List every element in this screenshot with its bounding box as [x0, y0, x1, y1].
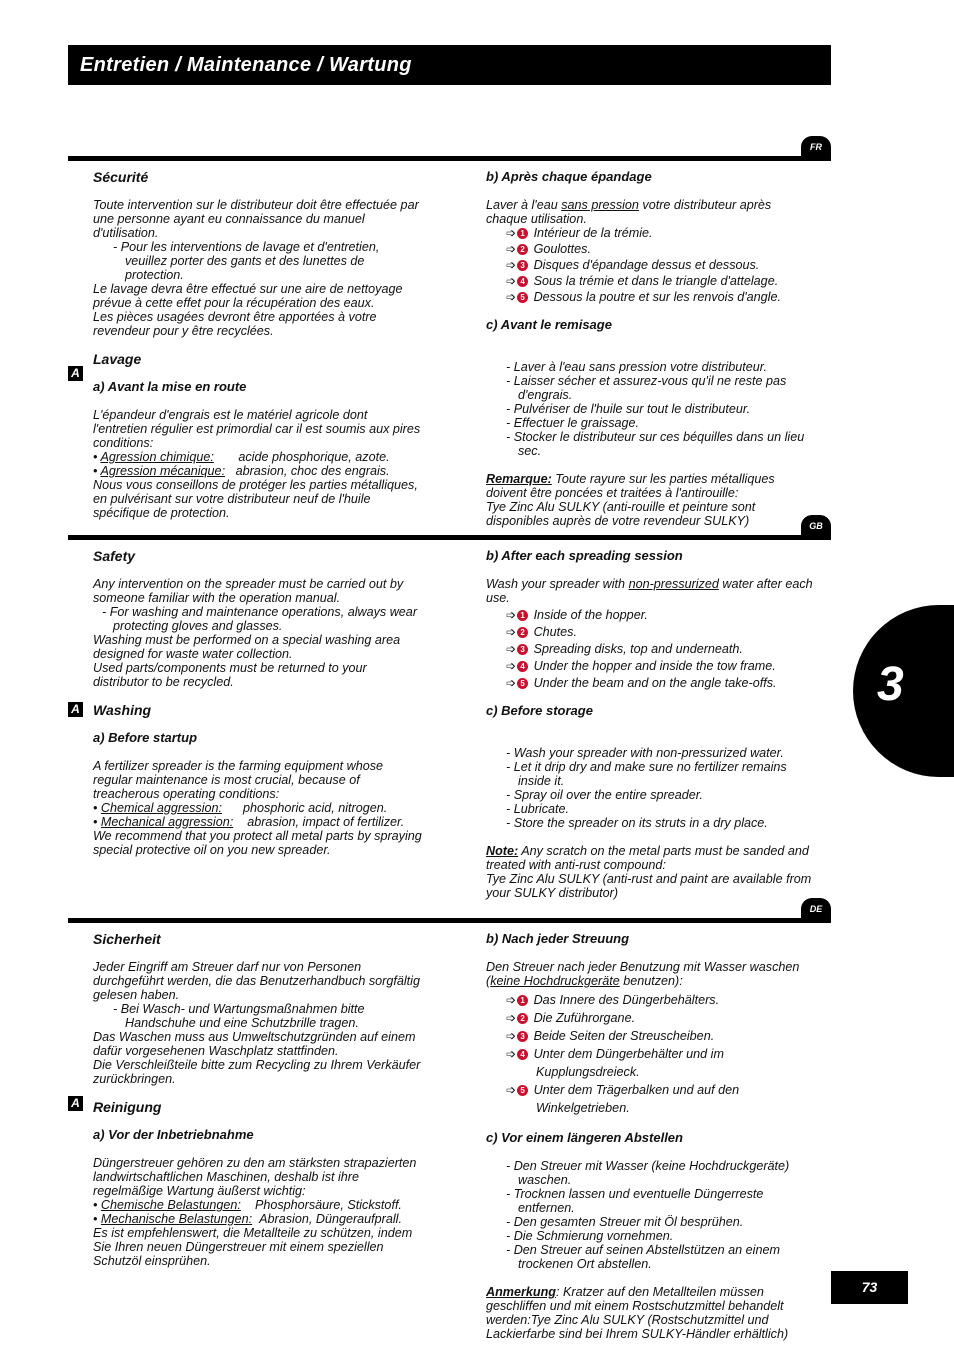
fr-marker-a: A: [68, 366, 83, 381]
list-item: - Stocker le distributeur sur ces béquilles dans un lieu sec.: [506, 430, 805, 458]
gb-a-title: a) Before startup: [93, 730, 198, 745]
fr-note-2: Tye Zinc Alu SULKY (anti-rouille et peinture sont disponibles auprès de votre revendeur SULKY): [486, 500, 756, 528]
list-item-text: Den gesamten Streuer mit Öl besprühen.: [513, 1215, 744, 1229]
fr-b-intro: [486, 198, 816, 226]
fr-bullet-1-label: Agression chimique:: [100, 450, 214, 464]
list-item: - Die Schmierung vornehmen.: [506, 1229, 674, 1243]
number-3-icon: 3: [517, 260, 528, 271]
de-bullet-1-label: Chemische Belastungen:: [100, 1198, 241, 1212]
list-item: - Den gesamten Streuer mit Öl besprühen.: [506, 1215, 744, 1229]
arrow-right-icon: ➩: [506, 1083, 517, 1097]
de-security-title: Sicherheit: [93, 931, 161, 947]
list-item: [486, 1045, 796, 1081]
fr-right-column: [486, 170, 816, 528]
fr-note-text: Toute rayure sur les parties métalliques doivent être poncées et traitées à l'antirouille:: [486, 472, 775, 500]
list-item: [486, 1009, 816, 1027]
fr-a-text: L'épandeur d'engrais est le matériel agricole dont l'entretien régulier est primordial car il est soumis aux pires conditions:: [93, 408, 421, 450]
fr-security-text-3: Les pièces usagées devront être apportées à votre revendeur pour y être recyclées.: [93, 310, 377, 338]
fr-bullet-1-text: acide phosphorique, azote.: [238, 450, 390, 464]
de-bullet-1: • Chemische Belastungen: Phosphorsäure, Stickstoff.: [93, 1198, 402, 1212]
de-b-intro-post: benutzen):: [619, 974, 683, 988]
list-item-text: Beide Seiten der Streuscheiben.: [533, 1029, 715, 1043]
fr-b-title: b) Après chaque épandage: [486, 169, 652, 184]
section-rule-fr: [68, 156, 831, 161]
number-3-icon: 3: [517, 644, 528, 655]
number-4-icon: 4: [517, 1049, 528, 1060]
de-security-text-3: Die Verschleißteile bitte zum Recycling zu Ihrem Verkäufer zurückbringen.: [93, 1058, 421, 1086]
number-5-icon: 5: [517, 292, 528, 303]
list-item: [486, 1081, 786, 1117]
arrow-right-icon: ➩: [506, 993, 517, 1007]
gb-security-text: Any intervention on the spreader must be carried out by someone familiar with the operation manual.: [93, 577, 404, 605]
lang-tag-gb: GB: [801, 515, 831, 537]
list-item-text: Trocknen lassen und eventuelle Düngerreste entfernen.: [513, 1187, 764, 1215]
gb-security-text-2: Washing must be performed on a special washing area designed for waste water collection.: [93, 633, 401, 661]
fr-wash-title: Lavage: [93, 351, 142, 367]
fr-a-text-2: Nous vous conseillons de protéger les parties métalliques, en pulvérisant sur votre distributeur neuf de l'huile spécifique de protection.: [93, 478, 418, 520]
de-c-title: c) Vor einem längeren Abstellen: [486, 1130, 683, 1145]
section-rule-de: [68, 918, 831, 923]
de-left-column: [93, 932, 423, 1268]
list-item-text: Under the hopper and inside the tow frame.: [533, 659, 776, 673]
chapter-number: 3: [877, 658, 904, 711]
list-item: - Effectuer le graissage.: [506, 416, 640, 430]
arrow-right-icon: ➩: [506, 676, 517, 690]
de-security-dash: - Bei Wasch- und Wartungsmaßnahmen bitte Handschuhe und eine Schutzbrille tragen.: [113, 1002, 365, 1030]
list-item: - Laver à l'eau sans pression votre distributeur.: [506, 360, 767, 374]
list-item-text: Spreading disks, top and underneath.: [533, 642, 743, 656]
number-4-icon: 4: [517, 276, 528, 287]
fr-security-title: Sécurité: [93, 169, 149, 185]
gb-right-column: [486, 549, 816, 900]
list-item-text: Die Zuführorgane.: [533, 1011, 636, 1025]
gb-security-title: Safety: [93, 548, 136, 564]
list-item: - Let it drip dry and make sure no fertilizer remains inside it.: [506, 760, 787, 788]
arrow-right-icon: ➩: [506, 608, 517, 622]
list-item-text: Dessous la poutre et sur les renvois d'angle.: [533, 290, 781, 304]
list-item-text: Pulvériser de l'huile sur tout le distributeur.: [513, 402, 751, 416]
section-rule-gb: [68, 535, 831, 540]
arrow-right-icon: ➩: [506, 226, 517, 240]
de-bullet-2: • Mechanische Belastungen: Abrasion, Düngeraufprall.: [93, 1212, 402, 1226]
gb-security-dash: - For washing and maintenance operations, always wear protecting gloves and glasses.: [102, 605, 418, 633]
list-item-text: Lubricate.: [513, 802, 570, 816]
fr-note: [486, 472, 816, 500]
arrow-right-icon: ➩: [506, 242, 517, 256]
list-item-text: Store the spreader on its struts in a dry place.: [513, 816, 768, 830]
gb-note-text: Any scratch on the metal parts must be sanded and treated with anti-rust compound:: [486, 844, 809, 872]
number-2-icon: 2: [517, 244, 528, 255]
arrow-right-icon: ➩: [506, 1047, 517, 1061]
fr-bullet-2-text: abrasion, choc des engrais.: [235, 464, 390, 478]
list-item: [486, 1027, 816, 1045]
list-item: [486, 659, 816, 673]
list-item-text: Unter dem Trägerbalken und auf den Winkelgetrieben.: [533, 1083, 740, 1115]
list-item: - Lubricate.: [506, 802, 570, 816]
de-bullet-2-label: Mechanische Belastungen:: [100, 1212, 253, 1226]
number-2-icon: 2: [517, 1013, 528, 1024]
gb-bullet-1: • Chemical aggression: phosphoric acid, nitrogen.: [93, 801, 388, 815]
de-bullet-2-text: Abrasion, Düngeraufprall.: [259, 1212, 402, 1226]
list-item-text: Laver à l'eau sans pression votre distributeur.: [513, 360, 767, 374]
gb-a-text-2: We recommend that you protect all metal parts by spraying special protective oil on you new spreader.: [93, 829, 422, 857]
gb-bullet-2-text: abrasion, impact of fertilizer.: [247, 815, 405, 829]
de-security-text-2: Das Waschen muss aus Umweltschutzgründen auf einem dafür vorgesehenen Waschplatz stattfinden.: [93, 1030, 416, 1058]
de-security-text: Jeder Eingriff am Streuer darf nur von Personen durchgeführt werden, die das Benutzerhandbuch sorgfältig gelesen haben.: [93, 960, 420, 1002]
de-right-column: [486, 932, 816, 1341]
list-item-text: Let it drip dry and make sure no fertilizer remains inside it.: [513, 760, 787, 788]
list-item-text: Intérieur de la trémie.: [533, 226, 653, 240]
list-item-text: Den Streuer auf seinen Abstellstützen an einem trockenen Ort abstellen.: [513, 1243, 780, 1271]
de-bullet-1-text: Phosphorsäure, Stickstoff.: [254, 1198, 402, 1212]
number-3-icon: 3: [517, 1031, 528, 1042]
list-item: - Trocknen lassen und eventuelle Düngerreste entfernen.: [506, 1187, 764, 1215]
de-note: [486, 1285, 816, 1341]
lang-tag-fr: FR: [801, 136, 831, 158]
list-item-text: Spray oil over the entire spreader.: [513, 788, 703, 802]
gb-security-text-3: Used parts/components must be returned to your distributor to be recycled.: [93, 661, 367, 689]
list-item-text: Wash your spreader with non-pressurized water.: [513, 746, 784, 760]
list-item: - Wash your spreader with non-pressurized water.: [506, 746, 784, 760]
gb-b-title: b) After each spreading session: [486, 548, 683, 563]
list-item-text: Stocker le distributeur sur ces béquilles dans un lieu sec.: [513, 430, 805, 458]
number-1-icon: 1: [517, 228, 528, 239]
number-1-icon: 1: [517, 995, 528, 1006]
fr-a-title: a) Avant la mise en route: [93, 379, 247, 394]
gb-left-column: [93, 549, 423, 857]
arrow-right-icon: ➩: [506, 258, 517, 272]
list-item-text: Laisser sécher et assurez-vous qu'il ne reste pas d'engrais.: [513, 374, 787, 402]
arrow-right-icon: ➩: [506, 659, 517, 673]
list-item: - Spray oil over the entire spreader.: [506, 788, 703, 802]
chapter-tab: [853, 605, 954, 777]
list-item-text: Das Innere des Düngerbehälters.: [533, 993, 720, 1007]
fr-note-label: Remarque:: [486, 472, 552, 486]
gb-wash-title: Washing: [93, 702, 152, 718]
gb-marker-a: A: [68, 702, 83, 717]
gb-b-intro-underline: non-pressurized: [628, 577, 719, 591]
list-item: [486, 642, 816, 656]
de-b-intro: [486, 960, 816, 988]
list-item-text: Die Schmierung vornehmen.: [513, 1229, 674, 1243]
list-item: [486, 625, 816, 639]
gb-b-intro: [486, 577, 816, 605]
de-note-text: : Kratzer auf den Metallteilen müssen geschliffen und mit einem Rostschutzmittel behandelt werden:Tye Zinc Alu SULKY (Rostschutzmittel und Lackierfarbe sind bei Ihrem SULKY-Händler erhältlich): [486, 1285, 789, 1341]
list-item-text: Goulottes.: [533, 242, 591, 256]
list-item: - Pulvériser de l'huile sur tout le distributeur.: [506, 402, 751, 416]
fr-b-intro-pre: Laver à l'eau: [486, 198, 562, 212]
list-item-text: Chutes.: [533, 625, 577, 639]
fr-b-intro-post: votre distributeur après chaque utilisation.: [486, 198, 772, 226]
number-4-icon: 4: [517, 661, 528, 672]
gb-bullet-1-text: phosphoric acid, nitrogen.: [243, 801, 388, 815]
de-a-text: Düngerstreuer gehören zu den am stärksten strapazierten landwirtschaftlichen Maschinen, deshalb ist ihre regelmäßige Wartung äußerst wichtig:: [93, 1156, 417, 1198]
fr-security-text: Toute intervention sur le distributeur doit être effectuée par une personne ayant eu connaissance du manuel d'utilisation.: [93, 198, 419, 240]
list-item-text: Disques d'épandage dessus et dessous.: [533, 258, 760, 272]
gb-bullet-2-label: Mechanical aggression:: [100, 815, 234, 829]
gb-b-intro-post: water after each use.: [486, 577, 813, 605]
arrow-right-icon: ➩: [506, 642, 517, 656]
list-item-text: Under the beam and on the angle take-offs.: [533, 676, 777, 690]
fr-security-dash: - Pour les interventions de lavage et d'entretien, veuillez porter des gants et des lunettes de protection.: [113, 240, 380, 282]
list-item: - Store the spreader on its struts in a dry place.: [506, 816, 768, 830]
de-b-title: b) Nach jeder Streuung: [486, 931, 630, 946]
number-5-icon: 5: [517, 1085, 528, 1096]
gb-a-text: A fertilizer spreader is the farming equipment whose regular maintenance is most crucial, because of treacherous operating conditions:: [93, 759, 384, 801]
fr-bullet-1: • Agression chimique: acide phosphorique, azote.: [93, 450, 390, 464]
fr-bullet-2-label: Agression mécanique:: [100, 464, 226, 478]
arrow-right-icon: ➩: [506, 1011, 517, 1025]
list-item: [486, 676, 816, 690]
list-item-text: Effectuer le graissage.: [513, 416, 640, 430]
arrow-right-icon: ➩: [506, 625, 517, 639]
list-item: [486, 242, 816, 256]
gb-note-2: Tye Zinc Alu SULKY (anti-rust and paint are available from your SULKY distributor): [486, 872, 812, 900]
gb-note: [486, 844, 816, 872]
fr-left-column: [93, 170, 423, 520]
de-b-intro-underline: keine Hochdruckgeräte: [490, 974, 620, 988]
de-b-intro-pre: Den Streuer nach jeder Benutzung mit Wasser waschen (: [486, 960, 800, 988]
number-5-icon: 5: [517, 678, 528, 689]
list-item-text: Den Streuer mit Wasser (keine Hochdruckgeräte) waschen.: [513, 1159, 790, 1187]
list-item: - Laisser sécher et assurez-vous qu'il ne reste pas d'engrais.: [506, 374, 787, 402]
list-item: [486, 258, 816, 272]
list-item: [486, 608, 816, 622]
list-item: - Den Streuer auf seinen Abstellstützen an einem trockenen Ort abstellen.: [506, 1243, 780, 1271]
de-wash-title: Reinigung: [93, 1099, 162, 1115]
list-item: - Den Streuer mit Wasser (keine Hochdruckgeräte) waschen.: [506, 1159, 790, 1187]
lang-tag-de: DE: [801, 898, 831, 920]
list-item-text: Sous la trémie et dans le triangle d'attelage.: [533, 274, 779, 288]
fr-security-text-2: Le lavage devra être effectué sur une aire de nettoyage prévue à cette effet pour la récupération des eaux.: [93, 282, 403, 310]
list-item: [486, 991, 816, 1009]
de-a-text-2: Es ist empfehlenswert, die Metallteile zu schützen, indem Sie Ihren neuen Düngerstreuer mit einem speziellen Schutzöl einsprühen.: [93, 1226, 413, 1268]
list-item-text: Unter dem Düngerbehälter und im Kupplungsdreieck.: [533, 1047, 724, 1079]
list-item-text: Inside of the hopper.: [533, 608, 648, 622]
arrow-right-icon: ➩: [506, 274, 517, 288]
gb-bullet-1-label: Chemical aggression:: [100, 801, 223, 815]
list-item: [486, 274, 816, 288]
arrow-right-icon: ➩: [506, 1029, 517, 1043]
de-note-label: Anmerkung: [486, 1285, 556, 1299]
page-number: 73: [831, 1271, 908, 1304]
number-2-icon: 2: [517, 627, 528, 638]
gb-note-label: Note:: [486, 844, 519, 858]
fr-c-title: c) Avant le remisage: [486, 317, 612, 332]
gb-bullet-2: • Mechanical aggression: abrasion, impact of fertilizer.: [93, 815, 405, 829]
arrow-right-icon: ➩: [506, 290, 517, 304]
fr-bullet-2: • Agression mécanique: abrasion, choc des engrais.: [93, 464, 390, 478]
number-1-icon: 1: [517, 610, 528, 621]
list-item: [486, 290, 816, 304]
de-a-title: a) Vor der Inbetriebnahme: [93, 1127, 254, 1142]
page-header: Entretien / Maintenance / Wartung: [68, 45, 831, 85]
gb-b-intro-pre: Wash your spreader with: [486, 577, 629, 591]
de-marker-a: A: [68, 1096, 83, 1111]
fr-b-intro-underline: sans pression: [561, 198, 639, 212]
list-item: [486, 226, 816, 240]
gb-c-title: c) Before storage: [486, 703, 593, 718]
